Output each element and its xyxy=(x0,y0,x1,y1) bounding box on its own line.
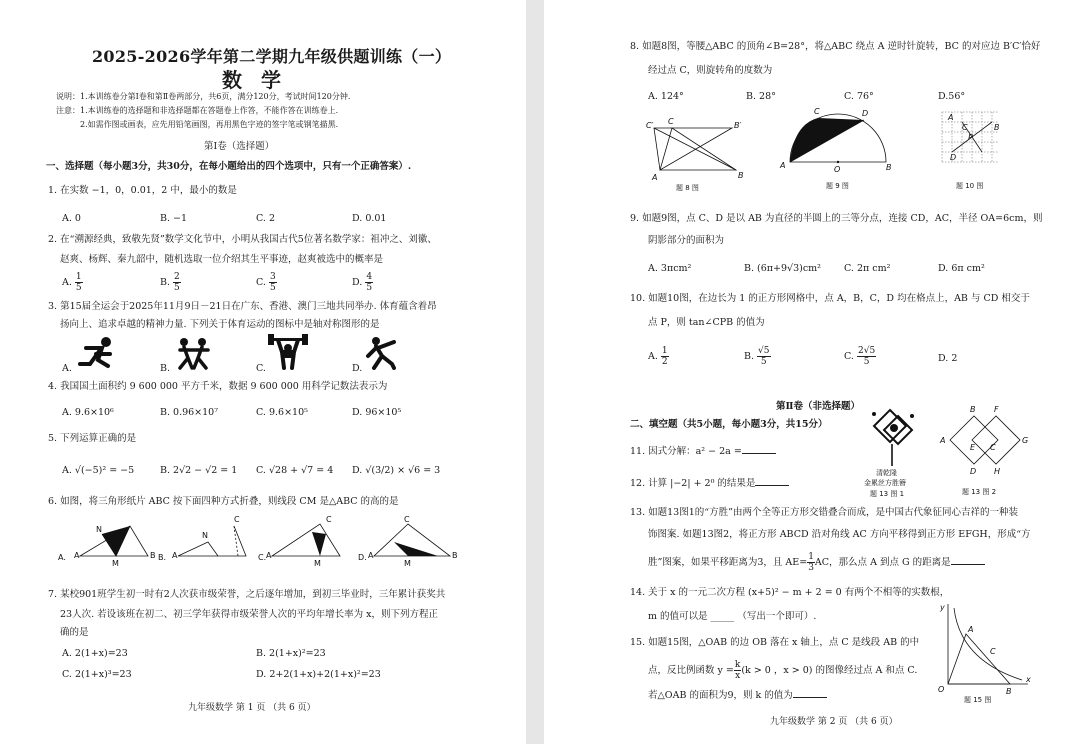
figure-10 xyxy=(938,108,1018,194)
answer-blank xyxy=(951,555,985,565)
question-13-line-1: 13. 如题13图1的“方胜”由两个全等正方形交错叠合而成，是中国古代象征同心吉祥的一种装 xyxy=(630,507,1018,518)
part-2-heading: 第Ⅱ卷（非选择题） xyxy=(776,401,861,412)
svg-text:B: B xyxy=(886,163,892,172)
svg-text:B: B xyxy=(452,551,458,560)
q6-folding-figures xyxy=(58,512,478,572)
q8-option-b: B. 28° xyxy=(746,91,776,102)
svg-text:C: C xyxy=(962,123,968,132)
svg-text:A: A xyxy=(968,625,974,634)
q2-option-c: C. $\frac{3}{5}$ xyxy=(256,272,276,293)
question-4: 4. 我国国土面积约 9 600 000 平方千米，数据 9 600 000 用科学记数法表示为 xyxy=(48,381,388,392)
q3-option-c-label: C. xyxy=(256,363,266,374)
svg-text:C: C xyxy=(814,107,820,116)
exam-page-2 xyxy=(544,0,1080,744)
question-5: 5. 下列运算正确的是 xyxy=(48,433,137,444)
question-3-line-1: 3. 第15届全运会于2025年11月9日－21日在广东、香港、澳门三地共同举办. 体育蕴含着昂 xyxy=(48,301,437,312)
svg-text:C: C xyxy=(326,515,332,524)
svg-text:A: A xyxy=(780,161,786,170)
question-2-line-2: 赵爽、杨辉、秦九韶中，随机选取一位介绍其生平事迹，赵爽被选中的概率是 xyxy=(60,254,384,265)
figure-13-2-caption: 题 13 图 2 xyxy=(962,488,997,496)
svg-text:B: B xyxy=(970,405,976,414)
q9-option-b: B. (6π+9√3)cm² xyxy=(744,263,821,274)
q8-option-d: D.56° xyxy=(938,91,966,102)
question-14-line-1: 14. 关于 x 的一元二次方程 (x+5)² − m + 2 = 0 有两个不相等的实数根， xyxy=(630,587,950,598)
answer-blank xyxy=(742,444,776,454)
q1-option-d: D. 0.01 xyxy=(352,213,387,224)
question-15-line-3: 若△OAB 的面积为9，则 k 的值为 xyxy=(648,688,827,702)
question-10-line-2: 点 P，则 tan∠CPB 的值为 xyxy=(648,317,765,328)
question-6: 6. 如图，将三角形纸片 ABC 按下面四种方式折叠，则线段 CM 是△ABC 的高的是 xyxy=(48,496,399,507)
question-14-line-2: m 的值可以是 _____ （写出一个即可）. xyxy=(648,611,817,622)
question-15-line-1: 15. 如题15图，△OAB 的边 OB 落在 x 轴上，点 C 是线段 AB 的中 xyxy=(630,637,920,648)
q7-option-c: C. 2(1+x)³=23 xyxy=(62,669,132,680)
svg-text:A: A xyxy=(172,551,178,560)
q3-option-d-label: D. xyxy=(352,363,363,374)
fraction: $\frac{2}{5}$ xyxy=(174,272,180,293)
svg-text:B: B xyxy=(994,123,1000,132)
figure-9 xyxy=(778,104,898,194)
question-7-line-2: 23人次. 若设该班在初二、初三学年获得市级荣誉人次的平均年增长率为 x，则下列方程正 xyxy=(60,609,439,620)
q8-option-c: C. 76° xyxy=(844,91,874,102)
q6-option-c-label: C. xyxy=(258,553,267,562)
question-7-line-3: 确的是 xyxy=(60,627,89,638)
svg-text:N: N xyxy=(202,531,208,540)
figure-9-caption: 题 9 图 xyxy=(826,182,849,190)
question-10-line-1: 10. 如题10图，在边长为 1 的正方形网格中，点 A，B，C，D 均在格点上，AB 与 CD 相交于 xyxy=(630,293,1030,304)
svg-text:H: H xyxy=(994,467,1001,476)
svg-text:O: O xyxy=(834,165,841,174)
subject-title: 数 学 xyxy=(222,68,287,92)
question-2-line-1: 2. 在“溯源经典，致敬先贤”数学文化节中，小明从我国古代5位著名数学家：祖冲之、刘徽、 xyxy=(48,234,437,245)
q1-option-c: C. 2 xyxy=(256,213,276,224)
q4-option-d: D. 96×10⁵ xyxy=(352,407,402,418)
q4-option-a: A. 9.6×10⁶ xyxy=(62,407,114,418)
fraction: $\frac{3}{5}$ xyxy=(269,272,276,293)
fraction: $\frac{√5}{5}$ xyxy=(758,346,770,367)
svg-text:A: A xyxy=(74,551,80,560)
q3-option-a-label: A. xyxy=(62,363,72,374)
exam-title: 2025-2026学年第二学期九年级供题训练（一） xyxy=(92,47,452,66)
svg-text:P: P xyxy=(968,133,973,142)
q10-option-c: C. $\frac{2√5}{5}$ xyxy=(844,346,876,367)
answer-blank xyxy=(793,688,827,698)
q5-option-c: C. √28 + √7 = 4 xyxy=(256,465,334,476)
svg-text:M: M xyxy=(404,559,411,568)
figure-15 xyxy=(934,600,1034,704)
q10-option-b: B. $\frac{√5}{5}$ xyxy=(744,346,770,367)
q5-option-a: A. √(−5)² = −5 xyxy=(62,465,135,476)
running-athlete-icon xyxy=(76,336,118,370)
figure-13-2 xyxy=(938,400,1032,498)
figure-13-1-caption: 题 13 图 1 xyxy=(870,490,905,498)
figure-8 xyxy=(646,112,756,192)
fencing-athlete-icon xyxy=(364,336,406,370)
svg-text:B: B xyxy=(150,551,156,560)
svg-text:G: G xyxy=(1022,436,1029,445)
svg-text:A: A xyxy=(652,173,658,182)
wrestling-athletes-icon xyxy=(172,336,214,370)
q7-option-a: A. 2(1+x)=23 xyxy=(62,648,128,659)
q7-option-b: B. 2(1+x)²=23 xyxy=(256,648,326,659)
q10-option-a: A. $\frac{1}{2}$ xyxy=(648,346,668,367)
q8-option-a: A. 124° xyxy=(648,91,684,102)
q6-option-b-label: B. xyxy=(158,553,167,562)
figure-10-caption: 题 10 图 xyxy=(956,182,984,190)
svg-text:C: C xyxy=(234,515,240,524)
q2-option-d: D. $\frac{4}{5}$ xyxy=(352,272,373,293)
fraction: $\frac{1}{2}$ xyxy=(661,346,668,367)
q6-option-a-label: A. xyxy=(58,553,66,562)
question-7-line-1: 7. 某校901班学生初一时有2人次获市级荣誉，之后逐年增加，到初三毕业时，三年累计获奖共 xyxy=(48,589,446,600)
question-11: 11. 因式分解：a² − 2a = xyxy=(630,444,776,458)
part-1-heading: 第Ⅰ卷（选择题） xyxy=(204,141,275,152)
svg-text:C′: C′ xyxy=(646,121,654,130)
fraction: $\frac{4}{5}$ xyxy=(366,272,373,293)
q4-option-c: C. 9.6×10⁵ xyxy=(256,407,308,418)
svg-text:B: B xyxy=(738,171,744,180)
svg-text:A: A xyxy=(940,436,946,445)
question-1: 1. 在实数 −1，0，0.01，2 中，最小的数是 xyxy=(48,185,237,196)
question-8-line-1: 8. 如题8图，等腰△ABC 的顶角∠B=28°，将△ABC 绕点 A 逆时针旋转，BC 的对应边 B′C′恰好 xyxy=(630,41,1041,52)
svg-text:A: A xyxy=(266,551,272,560)
fraction: $\frac{1}{5}$ xyxy=(75,272,82,293)
q2-option-b: B. $\frac{2}{5}$ xyxy=(160,272,180,293)
fraction: $\frac{2√5}{5}$ xyxy=(857,346,876,367)
svg-text:A: A xyxy=(368,551,374,560)
q10-option-d: D. 2 xyxy=(938,353,958,364)
q9-option-d: D. 6π cm² xyxy=(938,263,985,274)
q5-option-b: B. 2√2 − √2 = 1 xyxy=(160,465,238,476)
svg-text:D: D xyxy=(970,467,977,476)
svg-text:M: M xyxy=(112,559,119,568)
fig13-1-label-line-1: 清乾隆 xyxy=(876,469,897,477)
page-1-footer: 九年级数学 第 1 页 （共 6 页） xyxy=(188,703,316,713)
question-8-line-2: 经过点 C，则旋转角的度数为 xyxy=(648,65,773,76)
answer-blank xyxy=(755,476,789,486)
question-15-line-2: 点，反比例函数 y = $\frac{k}{x}$ (k > 0 ，x > 0) 的图像经过点 A 和点 C. xyxy=(648,660,918,681)
weightlifting-icon xyxy=(268,334,308,370)
svg-text:M: M xyxy=(314,559,321,568)
q9-option-c: C. 2π cm² xyxy=(844,263,891,274)
q2-option-a: A. $\frac{1}{5}$ xyxy=(62,272,82,293)
svg-text:B′: B′ xyxy=(734,121,742,130)
instruction-3: 2.如需作图或画表，应先用铅笔画图，再用黑色字迹的签字笔或钢笔描黑. xyxy=(80,120,339,129)
svg-text:B: B xyxy=(1006,687,1012,696)
figure-13-1-hairpin xyxy=(850,406,930,498)
exam-page-1 xyxy=(0,0,526,744)
q6-option-d-label: D. xyxy=(358,553,367,562)
fraction: $\frac{1}{3}$ xyxy=(808,552,814,573)
svg-text:C: C xyxy=(990,647,996,656)
svg-text:C: C xyxy=(404,515,410,524)
svg-text:x: x xyxy=(1026,675,1031,684)
svg-text:C: C xyxy=(990,443,996,452)
instruction-2: 注意：1.本训练卷的选择题和非选择题都在答题卷上作答，不能作答在训练卷上. xyxy=(56,106,339,115)
question-13-line-2: 饰图案. 如题13图2，将正方形 ABCD 沿对角线 AC 方向平移得到正方形 EFGH，形成“方 xyxy=(648,529,1031,540)
svg-text:A: A xyxy=(948,113,954,122)
q1-option-b: B. −1 xyxy=(160,213,188,224)
instruction-1: 说明：1.本训练卷分第Ⅰ卷和第Ⅱ卷两部分，共6页，满分120分，考试时间120分钟. xyxy=(56,92,351,101)
question-3-line-2: 扬向上、追求卓越的精神力量. 下列关于体育运动的图标中是轴对称图形的是 xyxy=(60,319,380,330)
q9-option-a: A. 3πcm² xyxy=(648,263,692,274)
figure-15-caption: 题 15 图 xyxy=(964,696,992,704)
question-13-line-3: 胜”图案，如果平移距离为3，且 AE= $\frac{1}{3}$ AC，那么点 A 到点 G 的距离是 xyxy=(648,552,985,573)
question-12: 12. 计算 |−2| + 2⁰ 的结果是 xyxy=(630,476,789,490)
section-1-heading: 一、选择题（每小题3分，共30分，在每小题给出的四个选项中，只有一个正确答案）. xyxy=(46,161,412,172)
svg-text:F: F xyxy=(994,405,999,414)
q3-option-b-label: B. xyxy=(160,363,171,374)
question-9-line-1: 9. 如题9图，点 C、D 是以 AB 为直径的半圆上的三等分点，连接 CD，AC，半径 OA=6cm，则 xyxy=(630,213,1043,224)
figure-8-caption: 题 8 图 xyxy=(676,184,699,192)
svg-text:D: D xyxy=(862,109,869,118)
q1-option-a: A. 0 xyxy=(62,213,81,224)
fraction: $\frac{k}{x}$ xyxy=(734,660,741,681)
svg-text:O: O xyxy=(938,685,945,694)
svg-text:N: N xyxy=(96,525,102,534)
svg-text:D: D xyxy=(950,153,957,162)
section-2-heading: 二、填空题（共5小题，每小题3分，共15分） xyxy=(630,419,828,430)
q5-option-d: D. √(3/2) × √6 = 3 xyxy=(352,465,441,476)
page-2-footer: 九年级数学 第 2 页 （共 6 页） xyxy=(770,717,898,727)
svg-text:y: y xyxy=(940,603,945,612)
fig13-1-label-line-2: 金累丝方胜簪 xyxy=(864,479,906,487)
svg-text:C: C xyxy=(668,117,674,126)
question-9-line-2: 阴影部分的面积为 xyxy=(648,235,725,246)
svg-text:E: E xyxy=(970,443,976,452)
q7-option-d: D. 2+2(1+x)+2(1+x)²=23 xyxy=(256,669,381,680)
q4-option-b: B. 0.96×10⁷ xyxy=(160,407,219,418)
